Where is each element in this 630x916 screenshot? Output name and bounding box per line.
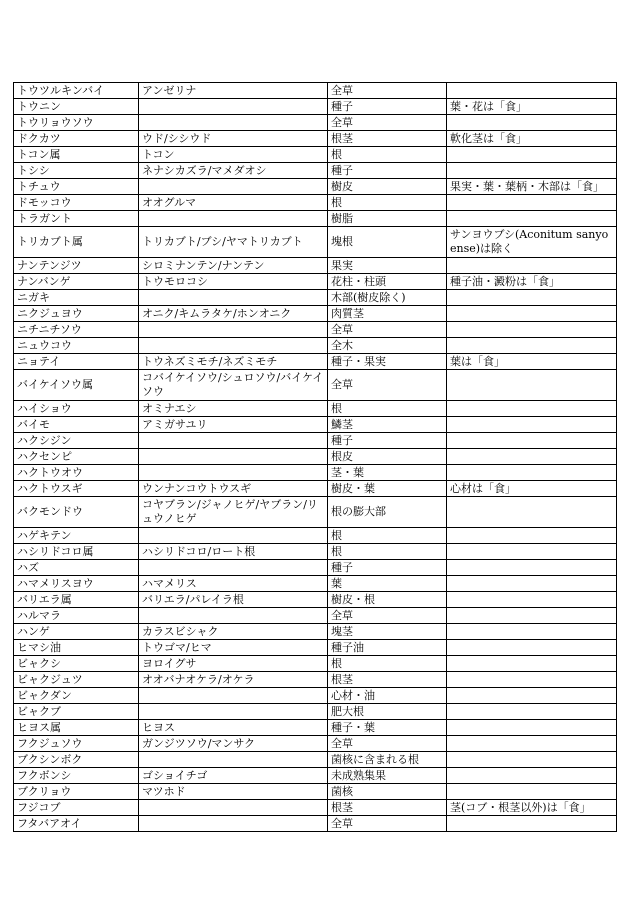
name-cell: ハズ [14, 560, 139, 576]
synonym-cell: ネナシカズラ/マメダオシ [139, 163, 328, 179]
table-row [14, 592, 617, 608]
part-cell: 心材・油 [328, 688, 447, 704]
note-cell: 種子油・澱粉は「食」 [447, 274, 617, 290]
synonym-cell [139, 465, 328, 481]
table-row [14, 640, 617, 656]
name-cell: トラガント [14, 211, 139, 227]
synonym-cell [139, 752, 328, 768]
note-cell: 葉・花は「食」 [447, 99, 617, 115]
synonym-cell: オミナエシ [139, 401, 328, 417]
table-row [14, 449, 617, 465]
note-cell [447, 672, 617, 688]
synonym-cell [139, 800, 328, 816]
table-row [14, 465, 617, 481]
synonym-cell: オオグルマ [139, 195, 328, 211]
table-row [14, 99, 617, 115]
part-cell: 全草 [328, 83, 447, 99]
table-row [14, 704, 617, 720]
name-cell: ハルマラ [14, 608, 139, 624]
synonym-cell [139, 290, 328, 306]
table-row [14, 656, 617, 672]
part-cell: 鱗茎 [328, 417, 447, 433]
part-cell: 根茎 [328, 672, 447, 688]
name-cell: バリエラ属 [14, 592, 139, 608]
synonym-cell: ゴショイチゴ [139, 768, 328, 784]
name-cell: ナンテンジツ [14, 258, 139, 274]
note-cell: サンヨウブシ(Aconitum sanyoense)は除く [447, 227, 617, 258]
part-cell: 根 [328, 528, 447, 544]
name-cell: バクモンドウ [14, 497, 139, 528]
table-row [14, 560, 617, 576]
name-cell: ドクカツ [14, 131, 139, 147]
note-cell [447, 768, 617, 784]
note-cell [447, 306, 617, 322]
part-cell: 根茎 [328, 131, 447, 147]
part-cell: 全木 [328, 338, 447, 354]
name-cell: ハゲキテン [14, 528, 139, 544]
synonym-cell: アンゼリナ [139, 83, 328, 99]
part-cell: 全草 [328, 115, 447, 131]
name-cell: フジコブ [14, 800, 139, 816]
synonym-cell [139, 99, 328, 115]
note-cell [447, 608, 617, 624]
part-cell: 菌核 [328, 784, 447, 800]
name-cell: ヒヨス属 [14, 720, 139, 736]
table-body [14, 83, 617, 832]
table-row [14, 752, 617, 768]
part-cell: 種子 [328, 99, 447, 115]
table-row [14, 800, 617, 816]
synonym-cell [139, 211, 328, 227]
note-cell [447, 624, 617, 640]
table-row [14, 528, 617, 544]
part-cell: 全草 [328, 322, 447, 338]
note-cell: 葉は「食」 [447, 354, 617, 370]
note-cell [447, 322, 617, 338]
part-cell: 樹脂 [328, 211, 447, 227]
name-cell: ビャクブ [14, 704, 139, 720]
table-row [14, 354, 617, 370]
part-cell: 根 [328, 147, 447, 163]
part-cell: 種子 [328, 163, 447, 179]
synonym-cell: コバイケイソウ/シュロソウ/バイケイソウ [139, 370, 328, 401]
table-row [14, 258, 617, 274]
part-cell: 種子油 [328, 640, 447, 656]
part-cell: 肉質茎 [328, 306, 447, 322]
synonym-cell [139, 704, 328, 720]
table-row [14, 608, 617, 624]
part-cell: 木部(樹皮除く) [328, 290, 447, 306]
note-cell: 茎(コブ・根茎以外)は「食」 [447, 800, 617, 816]
synonym-cell: カラスビシャク [139, 624, 328, 640]
table-row [14, 338, 617, 354]
table-row [14, 401, 617, 417]
table-row [14, 720, 617, 736]
name-cell: ニョテイ [14, 354, 139, 370]
part-cell: 根皮 [328, 449, 447, 465]
synonym-cell: ガンジツソウ/マンサク [139, 736, 328, 752]
note-cell [447, 370, 617, 401]
synonym-cell: オオバナオケラ/オケラ [139, 672, 328, 688]
part-cell: 種子・果実 [328, 354, 447, 370]
note-cell [447, 290, 617, 306]
synonym-cell [139, 608, 328, 624]
note-cell [447, 528, 617, 544]
table-row [14, 227, 617, 258]
part-cell: 根茎 [328, 800, 447, 816]
part-cell: 菌核に含まれる根 [328, 752, 447, 768]
name-cell: ニチニチソウ [14, 322, 139, 338]
part-cell: 種子 [328, 560, 447, 576]
note-cell [447, 816, 617, 832]
synonym-cell: ハシリドコロ/ロート根 [139, 544, 328, 560]
synonym-cell: コヤブラン/ジャノヒゲ/ヤブラン/リュウノヒゲ [139, 497, 328, 528]
table-row [14, 179, 617, 195]
name-cell: バイモ [14, 417, 139, 433]
name-cell: トシシ [14, 163, 139, 179]
note-cell [447, 258, 617, 274]
note-cell [447, 465, 617, 481]
note-cell [447, 720, 617, 736]
note-cell [447, 115, 617, 131]
part-cell: 根 [328, 195, 447, 211]
table-row [14, 624, 617, 640]
name-cell: トウニン [14, 99, 139, 115]
synonym-cell [139, 115, 328, 131]
table-row [14, 195, 617, 211]
note-cell [447, 497, 617, 528]
synonym-cell: トウゴマ/ヒマ [139, 640, 328, 656]
part-cell: 種子・葉 [328, 720, 447, 736]
note-cell: 軟化茎は「食」 [447, 131, 617, 147]
synonym-cell [139, 338, 328, 354]
synonym-cell [139, 816, 328, 832]
table-row [14, 544, 617, 560]
synonym-cell: ウド/シシウド [139, 131, 328, 147]
part-cell: 塊根 [328, 227, 447, 258]
table-row [14, 83, 617, 99]
table-row [14, 736, 617, 752]
table-row [14, 370, 617, 401]
name-cell: ブクリョウ [14, 784, 139, 800]
note-cell [447, 576, 617, 592]
name-cell: ハクトウオウ [14, 465, 139, 481]
synonym-cell: トリカブト/ブシ/ヤマトリカブト [139, 227, 328, 258]
name-cell: ハクシジン [14, 433, 139, 449]
synonym-cell: オニク/キムラタケ/ホンオニク [139, 306, 328, 322]
name-cell: ニクジュヨウ [14, 306, 139, 322]
synonym-cell [139, 528, 328, 544]
table-row [14, 672, 617, 688]
table-row [14, 816, 617, 832]
part-cell: 全草 [328, 736, 447, 752]
synonym-cell [139, 688, 328, 704]
part-cell: 樹皮 [328, 179, 447, 195]
note-cell [447, 736, 617, 752]
name-cell: ビャクダン [14, 688, 139, 704]
note-cell: 果実・葉・葉柄・木部は「食」 [447, 179, 617, 195]
part-cell: 未成熟集果 [328, 768, 447, 784]
note-cell [447, 417, 617, 433]
synonym-cell: トウモロコシ [139, 274, 328, 290]
part-cell: 種子 [328, 433, 447, 449]
note-cell [447, 211, 617, 227]
note-cell [447, 560, 617, 576]
part-cell: 果実 [328, 258, 447, 274]
name-cell: フクボンシ [14, 768, 139, 784]
name-cell: ナンバンゲ [14, 274, 139, 290]
note-cell [447, 83, 617, 99]
synonym-cell [139, 322, 328, 338]
note-cell [447, 163, 617, 179]
part-cell: 花柱・柱頭 [328, 274, 447, 290]
part-cell: 肥大根 [328, 704, 447, 720]
name-cell: ニガキ [14, 290, 139, 306]
part-cell: 全草 [328, 370, 447, 401]
note-cell [447, 449, 617, 465]
name-cell: ハイショウ [14, 401, 139, 417]
table-row [14, 784, 617, 800]
part-cell: 根の膨大部 [328, 497, 447, 528]
name-cell: トチュウ [14, 179, 139, 195]
part-cell: 全草 [328, 608, 447, 624]
synonym-cell: トウネズミモチ/ネズミモチ [139, 354, 328, 370]
name-cell: ハマメリスヨウ [14, 576, 139, 592]
name-cell: ハクトウスギ [14, 481, 139, 497]
table-row [14, 688, 617, 704]
synonym-cell: ヒヨス [139, 720, 328, 736]
name-cell: ドモッコウ [14, 195, 139, 211]
synonym-cell: アミガサユリ [139, 417, 328, 433]
name-cell: トウツルキンバイ [14, 83, 139, 99]
part-cell: 根 [328, 544, 447, 560]
table-row [14, 306, 617, 322]
table-row [14, 163, 617, 179]
table-row [14, 211, 617, 227]
note-cell [447, 592, 617, 608]
name-cell: フタバアオイ [14, 816, 139, 832]
table-row [14, 322, 617, 338]
note-cell [447, 656, 617, 672]
name-cell: ブクシンボク [14, 752, 139, 768]
name-cell: トウリョウソウ [14, 115, 139, 131]
note-cell: 心材は「食」 [447, 481, 617, 497]
note-cell [447, 688, 617, 704]
part-cell: 根 [328, 401, 447, 417]
note-cell [447, 544, 617, 560]
note-cell [447, 784, 617, 800]
note-cell [447, 752, 617, 768]
synonym-cell [139, 560, 328, 576]
synonym-cell: ウンナンコウトウスギ [139, 481, 328, 497]
name-cell: ハシリドコロ属 [14, 544, 139, 560]
name-cell: ニュウコウ [14, 338, 139, 354]
name-cell: ビャクシ [14, 656, 139, 672]
synonym-cell: マツホド [139, 784, 328, 800]
part-cell: 葉 [328, 576, 447, 592]
synonym-cell: ヨロイグサ [139, 656, 328, 672]
part-cell: 樹皮・根 [328, 592, 447, 608]
name-cell: トコン属 [14, 147, 139, 163]
part-cell: 根 [328, 656, 447, 672]
name-cell: バイケイソウ属 [14, 370, 139, 401]
note-cell [447, 147, 617, 163]
table-row [14, 417, 617, 433]
table-row [14, 497, 617, 528]
note-cell [447, 401, 617, 417]
table-row [14, 576, 617, 592]
table-row [14, 147, 617, 163]
synonym-cell [139, 433, 328, 449]
part-cell: 塊茎 [328, 624, 447, 640]
part-cell: 樹皮・葉 [328, 481, 447, 497]
note-cell [447, 433, 617, 449]
table-row [14, 274, 617, 290]
note-cell [447, 640, 617, 656]
table-row [14, 131, 617, 147]
synonym-cell: ハマメリス [139, 576, 328, 592]
name-cell: トリカブト属 [14, 227, 139, 258]
synonym-cell: シロミナンテン/ナンテン [139, 258, 328, 274]
table-row [14, 481, 617, 497]
herb-table [13, 82, 617, 832]
table-row [14, 115, 617, 131]
synonym-cell [139, 179, 328, 195]
note-cell [447, 338, 617, 354]
note-cell [447, 195, 617, 211]
note-cell [447, 704, 617, 720]
table-row [14, 290, 617, 306]
name-cell: ハクセンピ [14, 449, 139, 465]
synonym-cell: バリエラ/パレイラ根 [139, 592, 328, 608]
table-row [14, 768, 617, 784]
part-cell: 茎・葉 [328, 465, 447, 481]
synonym-cell [139, 449, 328, 465]
synonym-cell: トコン [139, 147, 328, 163]
name-cell: ヒマシ油 [14, 640, 139, 656]
name-cell: ハンゲ [14, 624, 139, 640]
name-cell: フクジュソウ [14, 736, 139, 752]
table-row [14, 433, 617, 449]
name-cell: ビャクジュツ [14, 672, 139, 688]
part-cell: 全草 [328, 816, 447, 832]
